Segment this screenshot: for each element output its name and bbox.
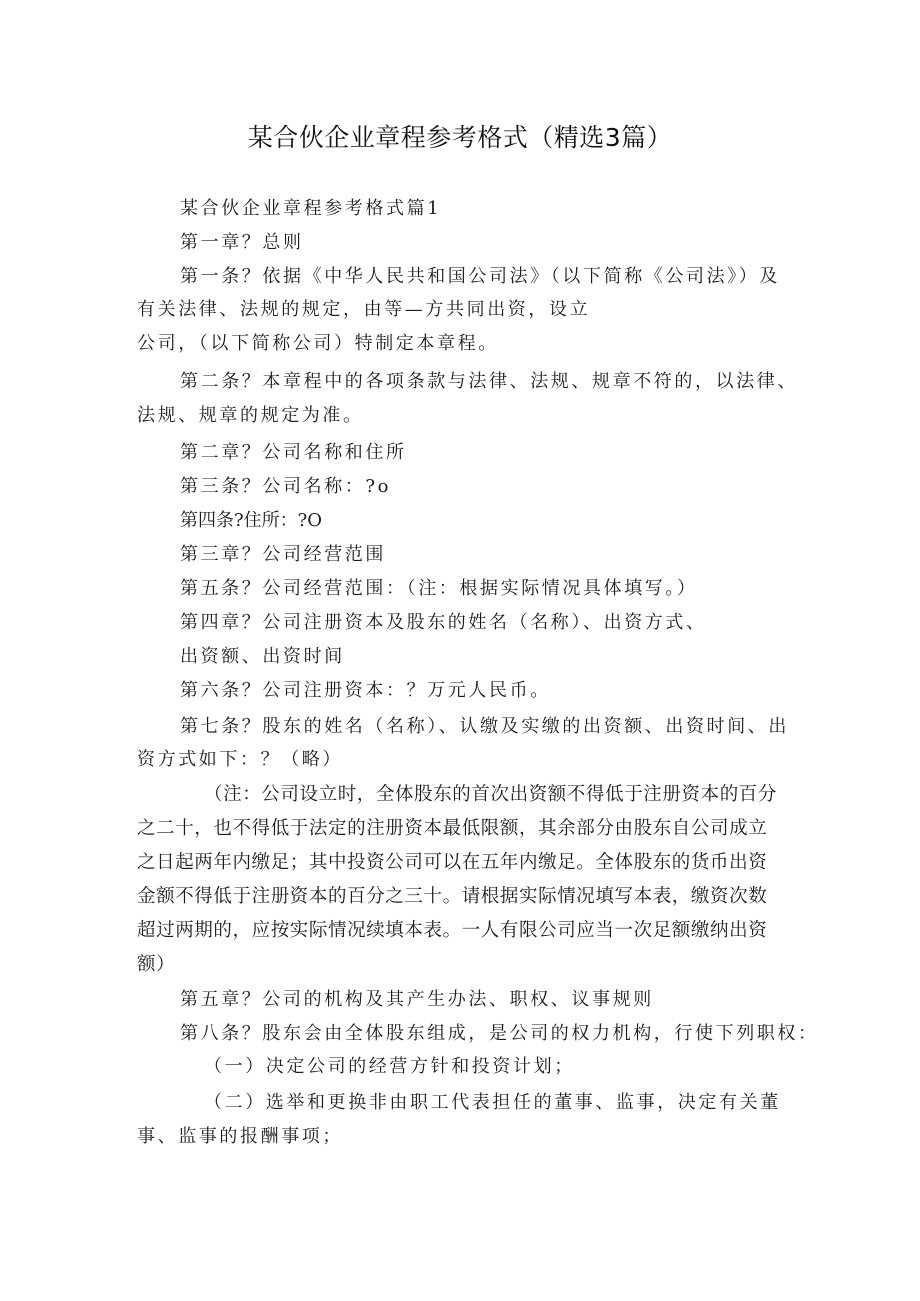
note-line: （注：公司设立时，全体股东的首次出资额不得低于注册资本的百分 (204, 784, 778, 805)
article-line: 公司，（以下简称公司）特制定本章程。 (137, 333, 499, 354)
note-line: 额） (137, 954, 176, 975)
article-line: 第八条？股东会由全体股东组成，是公司的权力机构，行使下列职权： (180, 1023, 819, 1044)
chapter-heading: 第一章？总则 (180, 232, 304, 253)
section-heading: 某合伙企业章程参考格式篇1 (180, 198, 442, 219)
chapter-heading: 第四章？公司注册资本及股东的姓名（名称）、出资方式、 (180, 612, 707, 633)
note-line: 金额不得低于注册资本的百分之三十。请根据实际情况填写本表，缴资次数 (137, 886, 768, 907)
article-line: 法规、规章的规定为准。 (137, 405, 364, 426)
note-line: 之二十，也不得低于法定的注册资本最低限额，其余部分由股东自公司成立 (137, 818, 768, 839)
list-item: 事、监事的报酬事项； (137, 1126, 343, 1147)
chapter-heading: 第五章？公司的机构及其产生办法、职权、议事规则 (180, 989, 654, 1010)
chapter-heading: 第三章？公司经营范围 (180, 544, 386, 565)
article-line: 第四条?住所：?O (180, 510, 323, 531)
document-title: 某合伙企业章程参考格式（精选3篇） (247, 123, 673, 152)
article-line: 第七条？股东的姓名（名称）、认缴及实缴的出资额、出资时间、出 (180, 716, 789, 737)
list-item: （二）选举和更换非由职工代表担任的董事、监事，决定有关董 (204, 1092, 781, 1113)
note-line: 超过两期的，应按实际情况续填本表。一人有限公司应当一次足额缴纳出资 (137, 920, 768, 941)
article-line: 第六条？公司注册资本：？万元人民币。 (180, 680, 551, 701)
chapter-heading: 出资额、出资时间 (180, 646, 345, 667)
article-line: 第一条？依据《中华人民共和国公司法》（以下简称《公司法》）及 (180, 266, 780, 287)
article-line: 第五条？公司经营范围：（注：根据实际情况具体填写。） (180, 578, 698, 599)
article-line: 第二条？本章程中的各项条款与法律、法规、规章不符的，以法律、 (180, 371, 798, 392)
chapter-heading: 第二章？公司名称和住所 (180, 442, 407, 463)
article-line: 资方式如下：？（略） (137, 749, 343, 770)
note-line: 之日起两年内缴足；其中投资公司可以在五年内缴足。全体股东的货币出资 (137, 852, 768, 873)
article-line: 有关法律、法规的规定，由等—方共同出资，设立 (137, 299, 591, 320)
list-item: （一）决定公司的经营方针和投资计划； (204, 1056, 575, 1077)
article-line: 第三条？公司名称：?o (180, 476, 392, 497)
